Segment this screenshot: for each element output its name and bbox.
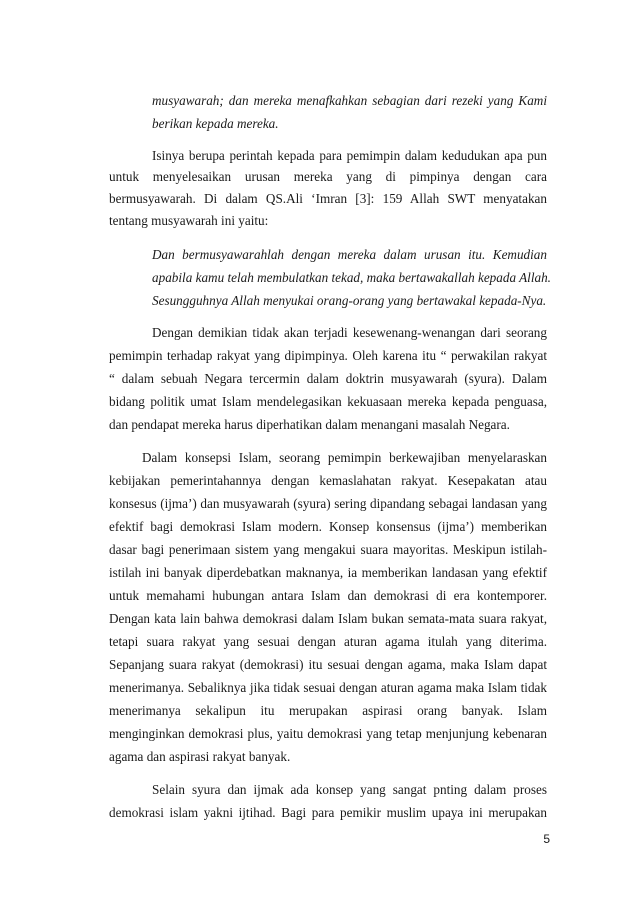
paragraph-line: menginginkan demokrasi plus, yaitu demokrasi yang tetap menjunjung kebenaran — [109, 726, 547, 741]
paragraph-line: Dalam konsepsi Islam, seorang pemimpin berkewajiban menyelaraskan — [142, 450, 547, 465]
paragraph-line: bidang politik umat Islam mendelegasikan kekuasaan mereka kepada penguasa, — [109, 394, 547, 409]
paragraph-line: untuk menyelesaikan urusan mereka yang di pimpinya dengan cara — [109, 169, 547, 184]
quote-line: berikan kepada mereka. — [152, 116, 279, 131]
paragraph-line: bermusyawarah. Di dalam QS.Ali ‘Imran [3]: 159 Allah SWT menyatakan — [109, 191, 547, 206]
paragraph-line: Isinya berupa perintah kepada para pemimpin dalam kedudukan apa pun — [152, 148, 547, 163]
paragraph-line: Dengan demikian tidak akan terjadi kesewenang-wenangan dari seorang — [152, 325, 547, 340]
paragraph-line: dan pendapat mereka harus diperhatikan dalam menangani masalah Negara. — [109, 417, 510, 432]
paragraph-line: dasar bagi penerimaan sistem yang mengakui suara mayoritas. Meskipun istilah- — [109, 542, 547, 557]
paragraph-line: Dengan kata lain bahwa demokrasi dalam Islam bukan semata-mata suara rakyat, — [109, 611, 547, 626]
paragraph-line: Sepanjang suara rakyat (demokrasi) itu sesuai dengan agama, maka Islam dapat — [109, 657, 547, 672]
quote-line: musyawarah; dan mereka menafkahkan sebagian dari rezeki yang Kami — [152, 93, 547, 108]
paragraph-line: untuk memahami hubungan antara Islam dan demokrasi di era kontemporer. — [109, 588, 547, 603]
quote-line: Dan bermusyawarahlah dengan mereka dalam urusan itu. Kemudian — [152, 247, 547, 262]
paragraph-line: pemimpin terhadap rakyat yang dipimpinya. Oleh karena itu “ perwakilan rakyat — [109, 348, 547, 363]
page-number: 5 — [543, 832, 550, 846]
paragraph-line: agama dan aspirasi rakyat banyak. — [109, 749, 291, 764]
paragraph-line: “ dalam sebuah Negara tercermin dalam doktrin musyawarah (syura). Dalam — [109, 371, 547, 386]
paragraph-line: istilah ini banyak diperdebatkan maknanya, ia memberikan landasan yang efektif — [109, 565, 547, 580]
paragraph-line: tentang musyawarah ini yaitu: — [109, 213, 269, 228]
quote-line: apabila kamu telah membulatkan tekad, maka bertawakallah kepada Allah. — [152, 270, 551, 285]
paragraph-line: menerimanya. Sebaliknya jika tidak sesuai dengan aturan agama maka Islam tidak — [109, 680, 547, 695]
paragraph-line: konsesus (ijma’) dan musyawarah (syura) sering dipandang sebagai landasan yang — [109, 496, 547, 511]
paragraph-line: tetapi suara rakyat yang sesuai dengan aturan agama itulah yang diterima. — [109, 634, 547, 649]
paragraph-line: kebijakan pemerintahannya dengan kemaslahatan rakyat. Kesepakatan atau — [109, 473, 547, 488]
paragraph-line: menerimanya sekalipun itu merupakan aspirasi orang banyak. Islam — [109, 703, 547, 718]
quote-line: Sesungguhnya Allah menyukai orang-orang yang bertawakal kepada-Nya. — [152, 293, 547, 308]
paragraph-line: demokrasi islam yakni ijtihad. Bagi para pemikir muslim upaya ini merupakan — [109, 805, 547, 820]
paragraph-line: efektif bagi demokrasi Islam modern. Konsep konsensus (ijma’) memberikan — [109, 519, 547, 534]
paragraph-line: Selain syura dan ijmak ada konsep yang sangat pnting dalam proses — [152, 782, 547, 797]
